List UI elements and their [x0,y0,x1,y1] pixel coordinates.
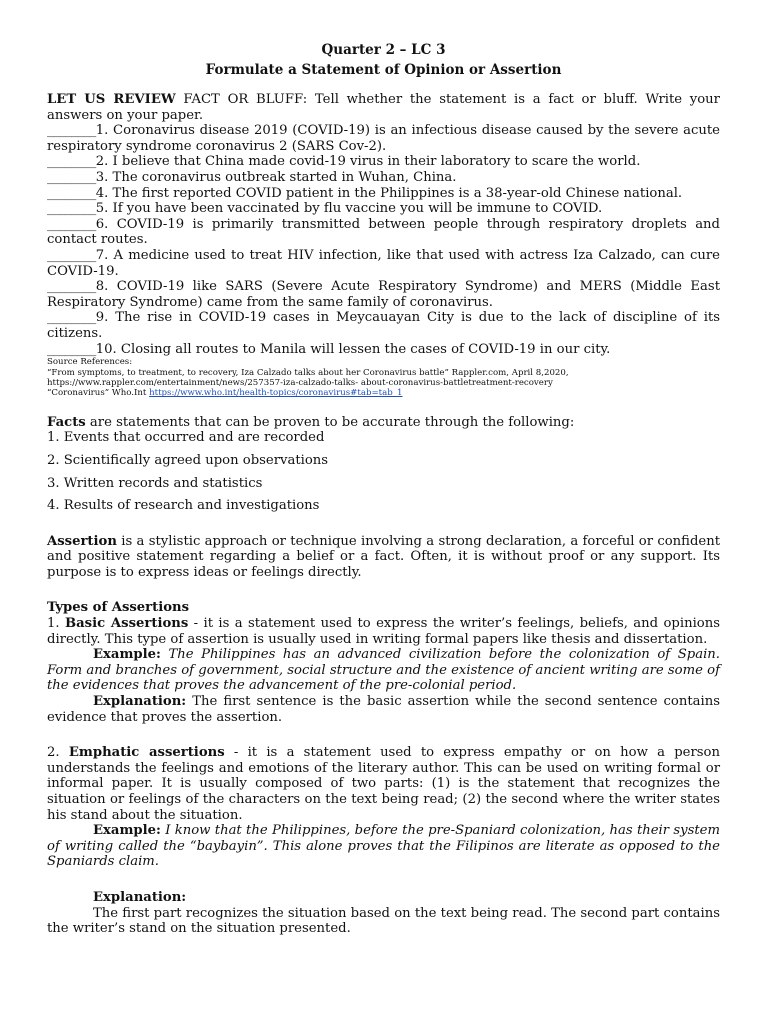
review-item: ________9. The rise in COVID-19 cases in Meycauayan City is due to the lack of discipline of its citizens. [47,310,720,341]
example-label: Example: [93,823,161,839]
list-item: 2. Scientifically agreed upon observations [47,452,329,468]
review-item: ________7. A medicine used to treat HIV infection, like that used with actress Iza Calzado, can cure COVID-19. [47,247,720,279]
emphatic-explanation-label: Explanation: [93,889,187,905]
review-item: ________3. The coronavirus outbreak started in Wuhan, China. [47,169,457,185]
review-item: ________5. If you have been vaccinated by flu vaccine you will be immune to COVID. [47,201,603,217]
source-ref-who: “Coronavirus” Who.Int https://www.who.int/health-topics/coronavirus#tab=tab_1 [47,388,403,399]
basic-example: Example: The Philippines has an advanced civilization before the colonization of Spain. Form and branches of government, social structure and the existence of ancient writing are some of the evidences that proves the advancement of the pre-colonial period. [47,647,720,694]
basic-assertion-term: Basic Assertions [64,616,189,632]
review-item: ________6. COVID-19 is primarily transmitted between people through respiratory droplets and contact routes. [47,216,720,248]
types-heading: Types of Assertions [47,600,190,616]
emphatic-assertion-paragraph: 2. Emphatic assertions - it is a statement used to express empathy or on how a person understands the feelings and emotions of the literary author. This can be used on writing formal or informal paper. It is usually composed of two parts: (1) is the statement that recognizes the situation or feelings of the characters on the text being read; (2) the second where the writer states his stand about the situation. [47,745,720,823]
explanation-label: Explanation: [93,694,187,710]
review-item: ________1. Coronavirus disease 2019 (COVID-19) is an infectious disease caused by the severe acute respiratory syndrome coronavirus 2 (SARS Cov-2). [47,123,720,154]
review-item: ________8. COVID-19 like SARS (Severe Acute Respiratory Syndrome) and MERS (Middle East Respiratory Syndrome) came from the same family of coronavirus. [47,279,720,310]
emphatic-example: Example: I know that the Philippines, before the pre-Spaniard colonization, has their system of writing called the “baybayin”. This alone proves that the Filipinos are literate as opposed to the Spaniards claim. [47,823,720,870]
review-instruction-text: FACT OR BLUFF: Tell whether the statement is a fact or bluff. Write your answers on your paper. [47,92,720,123]
assertion-term: Assertion [47,533,117,549]
example-label: Example: [93,647,161,663]
source-heading: Source References: [47,357,133,368]
review-instructions [47,92,720,123]
review-item-list [47,123,720,357]
facts-definition: Facts are statements that can be proven to be accurate through the following: [47,414,575,430]
source-ref-rappler: “From symptoms, to treatment, to recovery, Iza Calzado talks about her Coronavirus battle” Rappler.com, April 8,2020, https://www.rappler.com/entertainment/news/257357-iza-calzado-talks- about-coronavirus-battletreatment-recovery [47,367,569,388]
who-link[interactable]: https://www.who.int/health-topics/coronavirus#tab=tab_1 [149,388,403,399]
facts-list [47,430,720,513]
review-item: ________2. I believe that China made covid-19 virus in their laboratory to scare the world. [47,154,641,170]
list-item: 4. Results of research and investigations [47,498,320,514]
source-references [47,357,720,399]
facts-term: Facts [47,414,86,430]
quarter-heading: Quarter 2 – LC 3 [321,42,446,58]
lesson-title: Formulate a Statement of Opinion or Assertion [205,62,562,78]
list-item: 1. Events that occurred and are recorded [47,430,325,446]
review-label: LET US REVIEW [47,92,176,107]
review-item: ________10. Closing all routes to Manila will lessen the cases of COVID-19 in our city. [47,341,611,357]
review-item: ________4. The first reported COVID patient in the Philippines is a 38-year-old Chinese national. [47,185,683,201]
assertion-definition: Assertion is a stylistic approach or technique involving a strong declaration, a forceful or confident and positive statement regarding a belief or a fact. Often, it is without proof or any support. Its purpose is to express ideas or feelings directly. [47,533,720,580]
emphatic-explanation: The first part recognizes the situation based on the text being read. The second part contains the writer’s stand on the situation presented. [47,905,720,937]
list-item: 3. Written records and statistics [47,475,263,491]
emphatic-assertion-term: Emphatic assertions [68,745,225,761]
basic-assertion-paragraph: 1. Basic Assertions - it is a statement used to express the writer’s feelings, beliefs, and opinions directly. This type of assertion is usually used in writing formal papers like thesis and dissertation. [47,616,720,647]
basic-explanation: Explanation: The first sentence is the basic assertion while the second sentence contains evidence that proves the assertion. [47,694,720,725]
